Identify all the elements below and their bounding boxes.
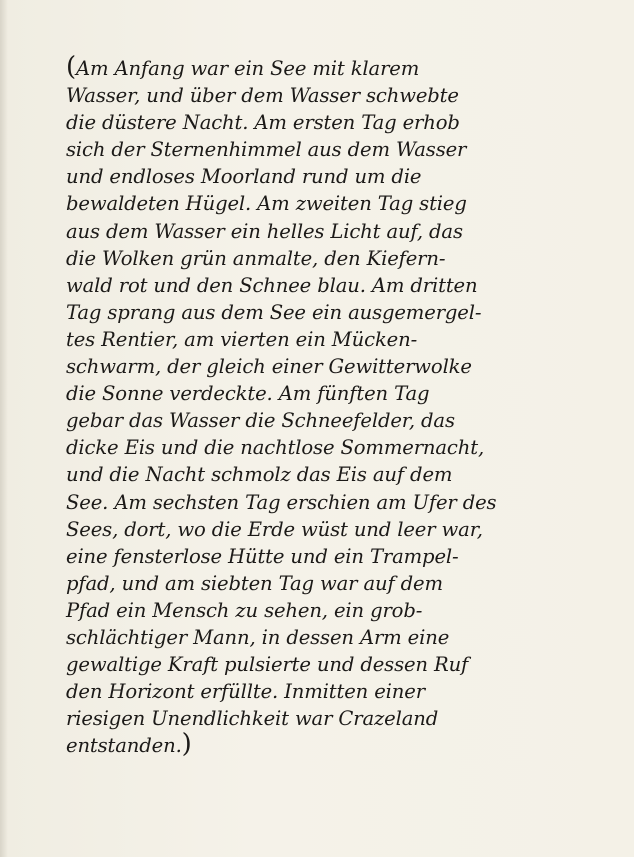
text-line-5: und endloses Moorland rund um die — [66, 165, 422, 189]
text-line-26: entstanden.) — [66, 729, 192, 760]
text-line-18: Sees, dort, wo die Erde wüst und leer war, — [66, 517, 483, 541]
text-line-2: Wasser, und über dem Wasser schwebte — [66, 84, 459, 108]
text-line-8: die Wolken grün anmalte, den Kiefern- — [66, 246, 446, 270]
page-edge-shadow — [0, 0, 8, 857]
text-line-16: und die Nacht schmolz das Eis auf dem — [66, 463, 453, 487]
text-line-23: gewaltige Kraft pulsierte und dessen Ruf — [66, 653, 469, 677]
text-line-14: gebar das Wasser die Schneefelder, das — [66, 409, 455, 433]
open-parenthesis: ( — [66, 52, 76, 82]
text-line-21: Pfad ein Mensch zu sehen, ein grob- — [66, 598, 423, 622]
text-line-7: aus dem Wasser ein helles Licht auf, das — [66, 219, 463, 243]
text-line-11: tes Rentier, am vierten ein Mücken- — [66, 327, 418, 351]
text-line-17: See. Am sechsten Tag erschien am Ufer des — [66, 490, 497, 514]
text-line-22: schlächtiger Mann, in dessen Arm eine — [66, 625, 450, 649]
text-line-13: die Sonne verdeckte. Am fünften Tag — [66, 382, 430, 406]
close-parenthesis: ) — [181, 729, 192, 760]
text-line-10: Tag sprang aus dem See ein ausgemergel- — [66, 300, 482, 324]
text-line-20: pfad, und am siebten Tag war auf dem — [66, 571, 443, 595]
text-line-15: dicke Eis und die nachtlose Sommernacht, — [66, 436, 485, 460]
text-line-4: sich der Sternenhimmel aus dem Wasser — [66, 138, 467, 162]
text-line-24: den Horizont erfüllte. Inmitten einer — [66, 680, 425, 704]
text-line-19: eine fensterlose Hütte und ein Trampel- — [66, 544, 459, 568]
text-line-9: wald rot und den Schnee blau. Am dritten — [66, 273, 478, 297]
text-line-25: riesigen Unendlichkeit war Crazeland — [66, 707, 439, 731]
text-line-6: bewaldeten Hügel. Am zweiten Tag stieg — [66, 192, 467, 216]
text-line-12: schwarm, der gleich einer Gewitterwolke — [66, 355, 472, 379]
body-paragraph — [66, 52, 546, 760]
text-line-1: (Am Anfang war ein See mit klarem — [66, 52, 420, 82]
text-line-3: die düstere Nacht. Am ersten Tag erhob — [66, 111, 460, 135]
